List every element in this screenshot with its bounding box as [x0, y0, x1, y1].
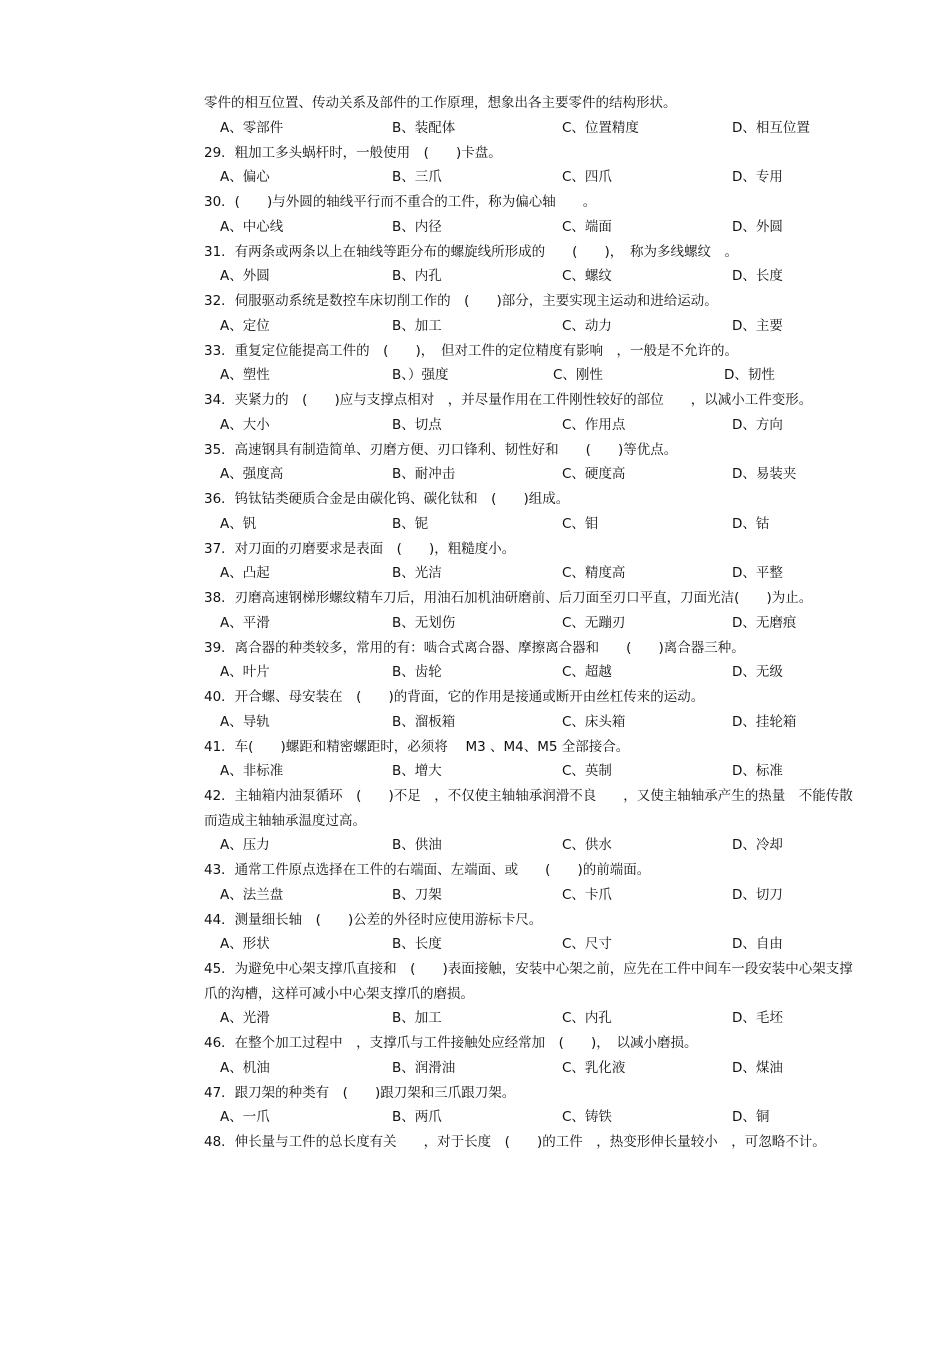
option-b: B、加工	[392, 317, 442, 334]
question-options	[204, 413, 864, 438]
question-item	[204, 735, 864, 785]
question-text: 38．刃磨高速钢梯形螺纹精车刀后，用油石加机油研磨前、后刀面至刃口平直，刀面光洁( )为止。	[204, 590, 813, 606]
question-item	[204, 289, 864, 339]
question-item	[204, 586, 864, 636]
option-b: B、刀架	[392, 886, 442, 903]
option-c: C、尺寸	[562, 936, 612, 952]
question-options	[204, 660, 864, 685]
option-a: A、偏心	[220, 169, 270, 185]
option-d: D、挂轮箱	[732, 713, 797, 730]
option-c: C、硬度高	[562, 466, 626, 482]
option-b: B、）强度	[392, 367, 449, 383]
option-a: A、叶片	[220, 664, 270, 680]
option-c: C、卡爪	[562, 886, 612, 903]
question-options	[204, 710, 864, 735]
question-item	[204, 957, 864, 1031]
question-options	[204, 165, 864, 190]
option-b: B、三爪	[392, 169, 442, 185]
question-text: 45．为避免中心架支撑爪直接和 ( )表面接触，安装中心架之前，应先在工件中间车一段安装中心架支撑爪的沟槽，这样可减小中心架支撑爪的磨损。	[204, 961, 853, 1002]
option-c: C、床头箱	[562, 713, 626, 730]
option-c: C、精度高	[562, 565, 626, 581]
question-item	[204, 190, 864, 240]
option-b: B、润滑油	[392, 1059, 456, 1076]
question-item	[204, 1081, 864, 1131]
option-c: C、四爪	[562, 169, 612, 185]
option-a: A、非标准	[220, 763, 284, 779]
question-text: 31．有两条或两条以上在轴线等距分布的螺旋线所形成的 ( )， 称为多线螺纹 。	[204, 243, 738, 260]
question-options	[204, 1056, 864, 1081]
question-options	[204, 883, 864, 908]
question-text: 39．离合器的种类较多，常用的有：啮合式离合器、摩擦离合器和 ( )离合器三种。	[204, 639, 745, 656]
question-text: 44．测量细长轴 ( )公差的外径时应使用游标卡尺。	[204, 911, 543, 928]
question-options	[204, 611, 864, 636]
option-a: A、一爪	[220, 1109, 270, 1125]
question-text: 37．对刀面的刃磨要求是表面 ( )，粗糙度小。	[204, 540, 516, 557]
option-d: D、无磨痕	[732, 614, 797, 631]
question-item	[204, 685, 864, 735]
option-d: D、方向	[732, 416, 783, 433]
question-item	[204, 1130, 864, 1155]
question-item	[204, 537, 864, 587]
question-text: 33．重复定位能提高工件的 ( )， 但对工件的定位精度有影响 ，一般是不允许的。	[204, 342, 738, 359]
question-options	[204, 833, 864, 858]
option-b: B、光洁	[392, 565, 442, 581]
question-item	[204, 438, 864, 488]
option-c: C、供水	[562, 837, 612, 853]
question-item	[204, 388, 864, 438]
option-b: B、长度	[392, 936, 442, 952]
question-options	[204, 363, 864, 388]
option-c: C、位置精度	[562, 119, 639, 136]
question-text: 48．伸长量与工件的总长度有关 ，对于长度 ( )的工件 ，热变形伸长量较小 ，可忽略不计。	[204, 1134, 826, 1150]
question-options	[204, 512, 864, 537]
option-d: D、冷却	[732, 837, 783, 853]
option-b: B、切点	[392, 416, 442, 433]
option-a: A、外圆	[220, 268, 270, 284]
question-text: 43．通常工件原点选择在工件的右端面、左端面、或 ( )的前端面。	[204, 862, 651, 878]
option-b: B、增大	[392, 763, 442, 779]
option-d: D、钴	[732, 515, 770, 532]
question-item	[204, 141, 864, 191]
option-b: B、内孔	[392, 268, 442, 284]
option-d: D、外圆	[732, 218, 783, 235]
option-a: A、导轨	[220, 713, 270, 730]
option-b: B、齿轮	[392, 664, 442, 680]
option-c: C、乳化液	[562, 1059, 626, 1076]
question-item	[204, 240, 864, 290]
question-text: 32．伺服驱动系统是数控车床切削工作的 ( )部分，主要实现主运动和进给运动。	[204, 293, 718, 309]
option-b: B、溜板箱	[392, 713, 456, 730]
question-text: 34．夹紧力的 ( )应与支撑点相对 ，并尽量作用在工件刚性较好的部位 ，以减小工件变形。	[204, 392, 813, 408]
option-a: A、凸起	[220, 565, 270, 581]
question-text: 30．( )与外圆的轴线平行而不重合的工件，称为偏心轴 。	[204, 194, 597, 210]
option-d: D、相互位置	[732, 119, 810, 136]
option-d: D、煤油	[732, 1059, 783, 1076]
option-b: B、内径	[392, 218, 442, 235]
option-d: D、平整	[732, 565, 783, 581]
question-options	[204, 561, 864, 586]
question-text: 35．高速钢具有制造简单、刃磨方便、刃口锋利、韧性好和 ( )等优点。	[204, 441, 678, 458]
question-text: 36．钨钛钴类硬质合金是由碳化钨、碳化钛和 ( )组成。	[204, 491, 570, 507]
option-a: A、机油	[220, 1059, 270, 1076]
question-text: 42．主轴箱内油泵循环 ( )不足 ，不仅使主轴轴承润滑不良 ，又使主轴轴承产生的热量 不能传散而造成主轴轴承温度过高。	[204, 788, 853, 829]
question-options	[204, 264, 864, 289]
option-c: C、超越	[562, 664, 612, 680]
question-text: 46．在整个加工过程中 ，支撑爪与工件接触处应经常加 ( )， 以减小磨损。	[204, 1035, 698, 1051]
option-a: A、钒	[220, 515, 257, 532]
option-c: C、无蹦刃	[562, 614, 626, 631]
option-b: B、装配体	[392, 119, 456, 136]
option-d: D、铜	[732, 1109, 770, 1125]
lead-options	[204, 116, 864, 141]
option-b: B、加工	[392, 1010, 442, 1026]
question-item	[204, 636, 864, 686]
option-a: A、定位	[220, 317, 270, 334]
question-options	[204, 462, 864, 487]
question-options	[204, 759, 864, 784]
option-d: D、标准	[732, 763, 783, 779]
option-b: B、耐冲击	[392, 466, 456, 482]
option-d: D、易装夹	[732, 466, 797, 482]
option-c: C、铸铁	[562, 1109, 612, 1125]
option-a: A、中心线	[220, 218, 284, 235]
option-a: A、法兰盘	[220, 886, 284, 903]
option-c: C、内孔	[562, 1010, 612, 1026]
question-item	[204, 908, 864, 958]
option-b: B、无划伤	[392, 614, 456, 631]
question-options	[204, 932, 864, 957]
option-c: C、英制	[562, 763, 612, 779]
option-d: D、长度	[732, 268, 783, 284]
question-item	[204, 1031, 864, 1081]
question-options	[204, 314, 864, 339]
question-item	[204, 339, 864, 389]
option-a: A、形状	[220, 936, 270, 952]
option-c: C、端面	[562, 218, 612, 235]
question-text: 41．车( )螺距和精密螺距时，必须将 M3 、M4、M5 全部接合。	[204, 738, 630, 755]
option-a: A、压力	[220, 837, 270, 853]
question-item	[204, 784, 864, 858]
option-c: C、动力	[562, 317, 612, 334]
option-c: C、作用点	[562, 416, 626, 433]
option-c: C、螺纹	[562, 268, 612, 284]
option-c: C、刚性	[553, 367, 603, 383]
question-item	[204, 858, 864, 908]
question-options	[204, 1105, 864, 1130]
question-text: 47．跟刀架的种类有 ( )跟刀架和三爪跟刀架。	[204, 1084, 516, 1101]
option-a: A、塑性	[220, 367, 270, 383]
option-d: D、无级	[732, 664, 783, 680]
question-text: 40．开合螺、母安装在 ( )的背面，它的作用是接通或断开由丝杠传来的运动。	[204, 689, 705, 705]
questions	[204, 141, 864, 1155]
lead-text: 零件的相互位置、传动关系及部件的工作原理，想象出各主要零件的结构形状。	[204, 95, 677, 111]
option-a: A、平滑	[220, 614, 270, 631]
option-c: C、钼	[562, 515, 599, 532]
question-options	[204, 1006, 864, 1031]
option-d: D、切刀	[732, 886, 783, 903]
option-b: B、两爪	[392, 1109, 442, 1125]
question-item	[204, 487, 864, 537]
option-d: D、自由	[732, 936, 783, 952]
question-list	[204, 91, 864, 1155]
option-d: D、主要	[732, 317, 783, 334]
option-d: D、毛坯	[732, 1010, 783, 1026]
question-text: 29．粗加工多头蜗杆时，一般使用 ( )卡盘。	[204, 144, 502, 161]
question-options	[204, 215, 864, 240]
option-d: D、韧性	[724, 367, 775, 383]
option-a: A、光滑	[220, 1010, 270, 1026]
option-a: A、零部件	[220, 119, 284, 136]
option-b: B、铌	[392, 515, 429, 532]
option-b: B、供油	[392, 837, 442, 853]
option-a: A、强度高	[220, 466, 284, 482]
option-a: A、大小	[220, 416, 270, 433]
option-d: D、专用	[732, 169, 783, 185]
